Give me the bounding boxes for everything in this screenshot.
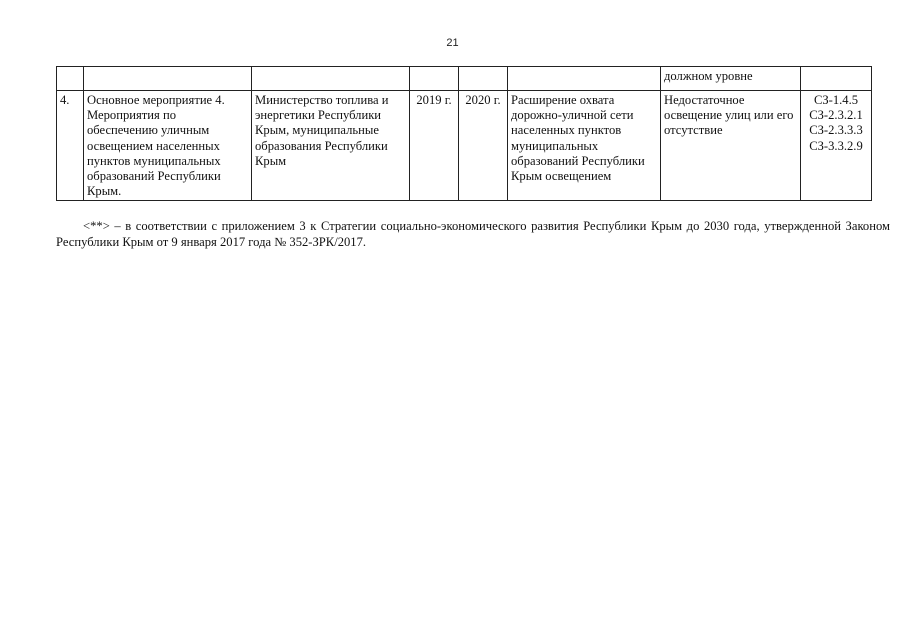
table-row (57, 91, 872, 201)
cell-consequences-continued: должном уровне (661, 67, 801, 91)
cell-executor-empty (252, 67, 410, 91)
page-number: 21 (446, 37, 459, 49)
cell-measure-empty (84, 67, 252, 91)
code-item: СЗ-2.3.2.1 (809, 108, 863, 123)
cell-result-empty (508, 67, 661, 91)
cell-end-year: 2020 г. (459, 91, 508, 201)
code-item: СЗ-2.3.3.3 (809, 123, 863, 138)
cell-start-empty (410, 67, 459, 91)
cell-executor: Министерство топлива и энергетики Республики Крым, муниципальные образования Республики Крым (252, 91, 410, 201)
table-row-continuation (57, 67, 872, 91)
cell-codes (801, 91, 872, 201)
cell-codes-empty (801, 67, 872, 91)
code-item: СЗ-1.4.5 (813, 93, 859, 107)
cell-number-empty (57, 67, 84, 91)
footnote: <**> – в соответствии с приложением 3 к Стратегии социально-экономического развития Республики Крым до 2030 года, утвержденной Законом Республики Крым от 9 января 2017 года № 352-ЗРК/2017. (56, 219, 890, 249)
cell-end-empty (459, 67, 508, 91)
cell-measure: Основное мероприятие 4. Мероприятия по обеспечению уличным освещением населенных пунктов муниципальных образований Республики Крым. (84, 91, 252, 201)
cell-start-year: 2019 г. (410, 91, 459, 201)
code-item: СЗ-3.3.2.9 (809, 138, 863, 153)
measures-table (56, 66, 872, 201)
cell-expected-result: Расширение охвата дорожно-уличной сети населенных пунктов муниципальных образований Республики Крым освещением (508, 91, 661, 201)
cell-row-number: 4. (57, 91, 84, 201)
cell-consequences: Недостаточное освещение улиц или его отсутствие (661, 91, 801, 201)
